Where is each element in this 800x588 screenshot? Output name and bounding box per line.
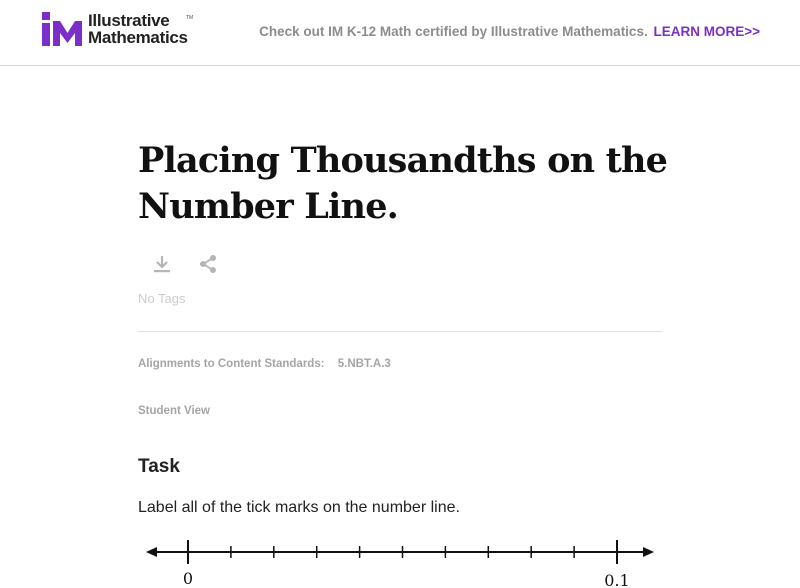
standard-link[interactable]: 5.NBT.A.3 xyxy=(337,358,391,370)
logo-line-2: Mathematics xyxy=(88,28,188,47)
download-icon xyxy=(152,254,172,274)
promo-banner xyxy=(259,24,760,39)
task-heading: Task xyxy=(138,456,180,477)
alignments xyxy=(138,358,391,370)
number-line-end-label: 0.1 xyxy=(604,571,630,588)
task-instruction: Label all of the tick marks on the number line. xyxy=(138,499,460,516)
divider xyxy=(138,331,662,332)
site-header xyxy=(0,0,800,66)
page-title: Placing Thousandths on the Number Line. xyxy=(138,140,668,227)
task-actions xyxy=(150,252,220,276)
logo-trademark: TM xyxy=(186,15,194,21)
number-line-start-label: 0 xyxy=(182,569,194,588)
share-button[interactable] xyxy=(196,252,220,276)
alignments-label: Alignments to Content Standards: xyxy=(138,358,325,370)
share-icon xyxy=(198,254,218,274)
right-arrow-icon xyxy=(643,547,654,557)
download-button[interactable] xyxy=(150,252,174,276)
logo-mark xyxy=(42,12,82,46)
learn-more-link[interactable]: LEARN MORE>> xyxy=(653,24,760,39)
logo[interactable] xyxy=(42,11,188,47)
left-arrow-icon xyxy=(146,547,157,557)
logo-wordmark xyxy=(88,12,188,46)
student-view-toggle[interactable]: Student View xyxy=(138,405,210,417)
number-line xyxy=(138,532,662,588)
tags-label: No Tags xyxy=(138,291,186,306)
logo-line-1: Illustrative xyxy=(88,11,170,30)
promo-text: Check out IM K-12 Math certified by Illustrative Mathematics. xyxy=(259,24,648,39)
